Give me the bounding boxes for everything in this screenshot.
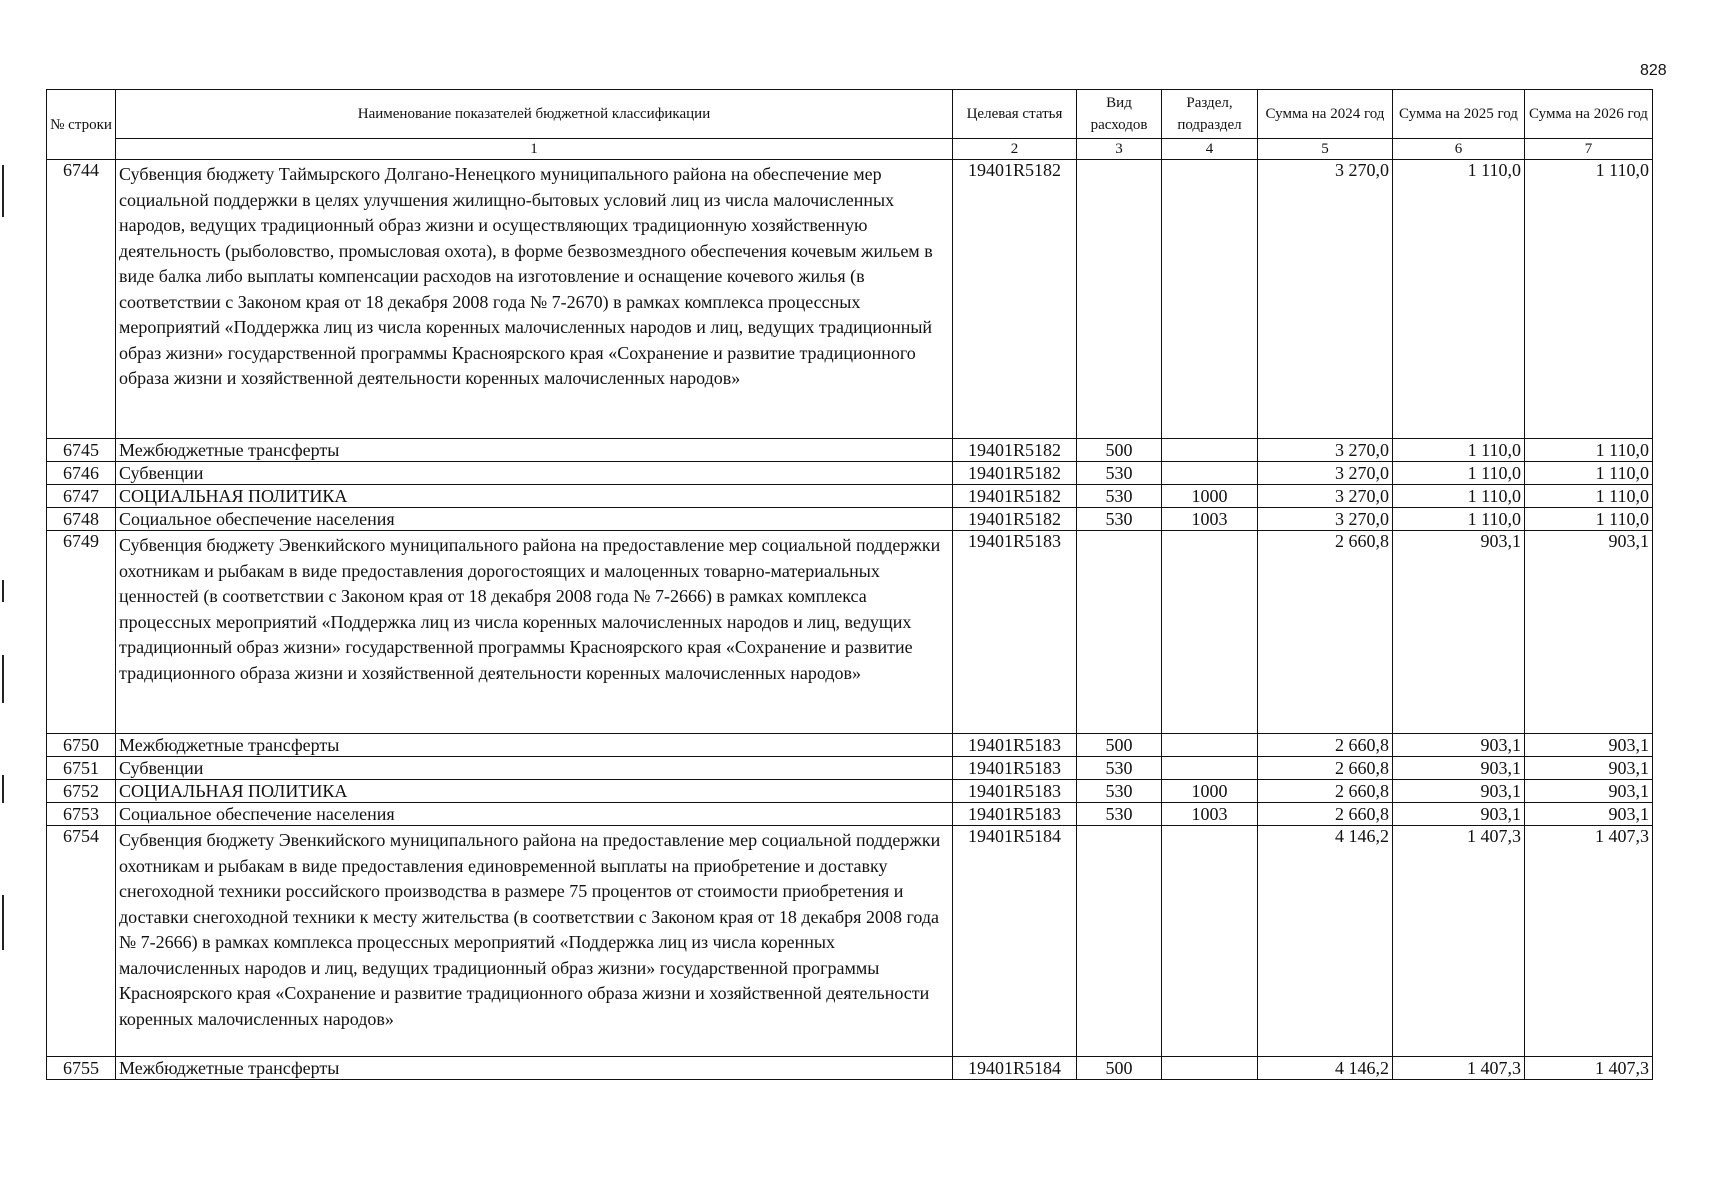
row-expense-type: 530: [1077, 757, 1162, 780]
row-section: 1003: [1162, 803, 1258, 826]
scan-mark: [2, 655, 4, 703]
row-target: 19401R5183: [953, 734, 1077, 757]
row-target: 19401R5182: [953, 508, 1077, 531]
row-expense-type: [1077, 160, 1162, 439]
header-sum-2025: Сумма на 2025 год: [1393, 90, 1525, 139]
column-index: 2: [953, 139, 1077, 160]
row-target: 19401R5182: [953, 485, 1077, 508]
row-number: 6749: [47, 531, 116, 734]
row-target: 19401R5183: [953, 803, 1077, 826]
row-section: [1162, 160, 1258, 439]
row-number: 6748: [47, 508, 116, 531]
row-sum-2025: 903,1: [1393, 531, 1525, 734]
row-sum-2024: 4 146,2: [1258, 1057, 1393, 1080]
row-name: Субвенции: [116, 757, 953, 780]
row-target: 19401R5182: [953, 462, 1077, 485]
row-sum-2025: 903,1: [1393, 757, 1525, 780]
table-row: [47, 439, 1653, 462]
row-sum-2024: 4 146,2: [1258, 826, 1393, 1057]
row-section: [1162, 757, 1258, 780]
row-name: Субвенции: [116, 462, 953, 485]
column-index: 5: [1258, 139, 1393, 160]
row-sum-2026: 903,1: [1525, 803, 1653, 826]
row-sum-2025: 1 110,0: [1393, 508, 1525, 531]
row-name: СОЦИАЛЬНАЯ ПОЛИТИКА: [116, 780, 953, 803]
header-expense-type: Вид расходов: [1077, 90, 1162, 139]
row-name: Социальное обеспечение населения: [116, 803, 953, 826]
scan-mark: [2, 165, 4, 217]
row-expense-type: 530: [1077, 485, 1162, 508]
row-section: 1003: [1162, 508, 1258, 531]
row-sum-2024: 2 660,8: [1258, 531, 1393, 734]
row-target: 19401R5182: [953, 439, 1077, 462]
row-sum-2024: 3 270,0: [1258, 508, 1393, 531]
row-sum-2025: 903,1: [1393, 734, 1525, 757]
row-name: Субвенция бюджету Таймырского Долгано-Ненецкого муниципального района на обеспечение мер социальной поддержки в целях улучшения жилищно-бытовых условий лиц из числа малочисленных народов, ведущих традиционный образ жизни и осуществляющих традиционную хозяйственную деятельность (рыболовство, промысловая охота), в форме безвозмездного обеспечения кочевым жильем в виде балка либо выплаты компенсации расходов на изготовление и оснащение кочевого жилья (в соответствии с Законом края от 18 декабря 2008 года № 7-2670) в рамках комплекса процессных мероприятий «Поддержка лиц из числа коренных малочисленных народов и лиц, ведущих традиционный образ жизни» государственной программы Красноярского края «Сохранение и развитие традиционного образа жизни и хозяйственной деятельности коренных малочисленных народов»: [116, 160, 953, 439]
row-sum-2024: 3 270,0: [1258, 485, 1393, 508]
row-sum-2025: 1 110,0: [1393, 160, 1525, 439]
row-sum-2025: 1 110,0: [1393, 439, 1525, 462]
scan-mark: [2, 775, 4, 803]
column-index-row: [47, 139, 1653, 160]
row-sum-2025: 903,1: [1393, 780, 1525, 803]
row-sum-2024: 2 660,8: [1258, 780, 1393, 803]
row-sum-2026: 1 110,0: [1525, 462, 1653, 485]
row-sum-2026: 903,1: [1525, 531, 1653, 734]
row-sum-2026: 1 407,3: [1525, 1057, 1653, 1080]
row-sum-2025: 1 110,0: [1393, 462, 1525, 485]
table-header-row: [47, 90, 1653, 139]
table-row: [47, 462, 1653, 485]
row-sum-2025: 1 407,3: [1393, 826, 1525, 1057]
row-section: 1000: [1162, 780, 1258, 803]
row-target: 19401R5183: [953, 780, 1077, 803]
table-row: [47, 508, 1653, 531]
row-expense-type: 530: [1077, 508, 1162, 531]
row-sum-2026: 1 110,0: [1525, 160, 1653, 439]
row-number: 6754: [47, 826, 116, 1057]
row-sum-2024: 2 660,8: [1258, 757, 1393, 780]
row-name: Межбюджетные трансферты: [116, 734, 953, 757]
row-section: [1162, 462, 1258, 485]
row-expense-type: 500: [1077, 439, 1162, 462]
header-name: Наименование показателей бюджетной классификации: [116, 90, 953, 139]
row-sum-2024: 3 270,0: [1258, 439, 1393, 462]
row-name: Межбюджетные трансферты: [116, 439, 953, 462]
row-target: 19401R5184: [953, 826, 1077, 1057]
row-section: [1162, 439, 1258, 462]
column-index: 3: [1077, 139, 1162, 160]
row-expense-type: 500: [1077, 1057, 1162, 1080]
row-target: 19401R5183: [953, 531, 1077, 734]
row-section: [1162, 826, 1258, 1057]
row-name: СОЦИАЛЬНАЯ ПОЛИТИКА: [116, 485, 953, 508]
row-section: 1000: [1162, 485, 1258, 508]
table-row: [47, 160, 1653, 439]
table-row: [47, 734, 1653, 757]
row-number: 6750: [47, 734, 116, 757]
column-index: 7: [1525, 139, 1653, 160]
table-row: [47, 780, 1653, 803]
table-row: [47, 531, 1653, 734]
scan-mark: [2, 895, 4, 950]
row-number: 6747: [47, 485, 116, 508]
row-sum-2025: 1 110,0: [1393, 485, 1525, 508]
row-section: [1162, 1057, 1258, 1080]
column-index: 1: [116, 139, 953, 160]
row-expense-type: 500: [1077, 734, 1162, 757]
row-number: 6744: [47, 160, 116, 439]
header-target: Целевая статья: [953, 90, 1077, 139]
row-name: Субвенция бюджету Эвенкийского муниципального района на предоставление мер социальной поддержки охотникам и рыбакам в виде предоставления дорогостоящих и малоценных товарно-материальных ценностей (в соответствии с Законом края от 18 декабря 2008 года № 7-2666) в рамках комплекса процессных мероприятий «Поддержка лиц из числа коренных малочисленных народов и лиц, ведущих традиционный образ жизни» государственной программы Красноярского края «Сохранение и развитие традиционного образа жизни и хозяйственной деятельности коренных малочисленных народов»: [116, 531, 953, 734]
column-index: 4: [1162, 139, 1258, 160]
row-number: 6755: [47, 1057, 116, 1080]
row-target: 19401R5184: [953, 1057, 1077, 1080]
row-sum-2026: 1 407,3: [1525, 826, 1653, 1057]
budget-table: [46, 89, 1653, 1080]
row-expense-type: [1077, 826, 1162, 1057]
row-number: 6746: [47, 462, 116, 485]
row-number: 6753: [47, 803, 116, 826]
header-section: Раздел, подраздел: [1162, 90, 1258, 139]
row-expense-type: [1077, 531, 1162, 734]
row-sum-2026: 1 110,0: [1525, 508, 1653, 531]
row-section: [1162, 531, 1258, 734]
row-number: 6745: [47, 439, 116, 462]
row-section: [1162, 734, 1258, 757]
header-sum-2026: Сумма на 2026 год: [1525, 90, 1653, 139]
table-row: [47, 485, 1653, 508]
row-expense-type: 530: [1077, 780, 1162, 803]
row-target: 19401R5182: [953, 160, 1077, 439]
table-row: [47, 757, 1653, 780]
row-sum-2024: 2 660,8: [1258, 803, 1393, 826]
header-sum-2024: Сумма на 2024 год: [1258, 90, 1393, 139]
header-row-number: № строки: [47, 90, 116, 160]
row-expense-type: 530: [1077, 803, 1162, 826]
row-sum-2024: 2 660,8: [1258, 734, 1393, 757]
row-name: Субвенция бюджету Эвенкийского муниципального района на предоставление мер социальной поддержки охотникам и рыбакам в виде предоставления единовременной выплаты на приобретение и доставку снегоходной техники российского производства в размере 75 процентов от стоимости приобретения и доставки снегоходной техники к месту жительства (в соответствии с Законом края от 18 декабря 2008 года № 7-2666) в рамках комплекса процессных мероприятий «Поддержка лиц из числа коренных малочисленных народов и лиц, ведущих традиционный образ жизни» государственной программы Красноярского края «Сохранение и развитие традиционного образа жизни и хозяйственной деятельности коренных малочисленных народов»: [116, 826, 953, 1057]
table-row: [47, 826, 1653, 1057]
row-sum-2026: 903,1: [1525, 780, 1653, 803]
table-row: [47, 1057, 1653, 1080]
row-number: 6751: [47, 757, 116, 780]
row-sum-2025: 1 407,3: [1393, 1057, 1525, 1080]
row-sum-2026: 1 110,0: [1525, 439, 1653, 462]
row-number: 6752: [47, 780, 116, 803]
row-sum-2024: 3 270,0: [1258, 160, 1393, 439]
row-target: 19401R5183: [953, 757, 1077, 780]
page-number: 828: [1640, 62, 1667, 79]
row-sum-2026: 903,1: [1525, 734, 1653, 757]
column-index: 6: [1393, 139, 1525, 160]
scan-mark: [2, 580, 4, 602]
row-name: Межбюджетные трансферты: [116, 1057, 953, 1080]
row-sum-2025: 903,1: [1393, 803, 1525, 826]
table-row: [47, 803, 1653, 826]
row-sum-2024: 3 270,0: [1258, 462, 1393, 485]
row-name: Социальное обеспечение населения: [116, 508, 953, 531]
row-sum-2026: 903,1: [1525, 757, 1653, 780]
row-expense-type: 530: [1077, 462, 1162, 485]
row-sum-2026: 1 110,0: [1525, 485, 1653, 508]
